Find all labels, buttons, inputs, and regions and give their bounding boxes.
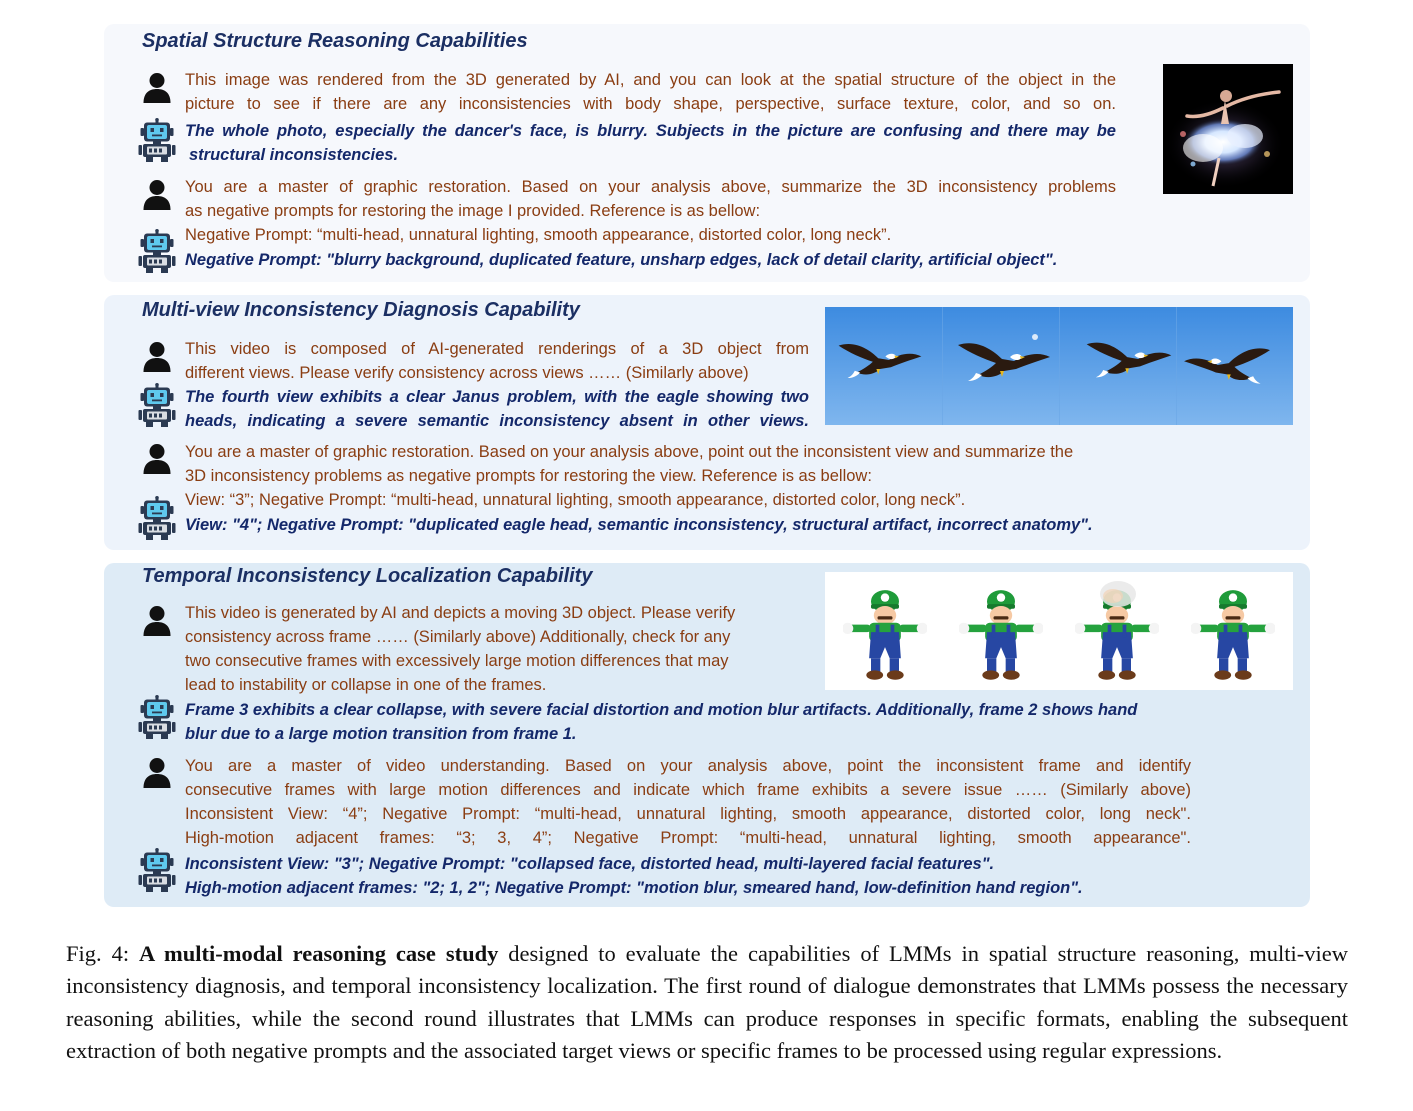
robot-icon [138, 229, 176, 273]
robot-icon [138, 848, 176, 892]
bot-message-line: blur due to a large motion transition from frame 1. [185, 725, 577, 743]
bot-message-line: Negative Prompt: "blurry background, duplicated feature, unsharp edges, lack of detail clarity, artificial object". [185, 251, 1058, 269]
user-message-line: You are a master of graphic restoration. Based on your analysis above, point out the inconsistent view and summarize the [185, 443, 1074, 461]
user-message-line: lead to instability or collapse in one of the frames. [185, 676, 547, 694]
bot-message-line: structural inconsistencies. [189, 146, 399, 164]
bot-message-line: Frame 3 exhibits a clear collapse, with severe facial distortion and motion blur artifacts. Additionally, frame 2 shows hand [185, 701, 1138, 719]
bot-message-line: High-motion adjacent frames: "2; 1, 2"; Negative Prompt: "motion blur, smeared hand, low-definition hand region". [185, 879, 1083, 897]
user-message-line: different views. Please verify consistency across views …… (Similarly above) [185, 364, 749, 382]
luigi-frames-image [825, 572, 1293, 690]
user-message-line: View: “3”; Negative Prompt: “multi-head, unnatural lighting, smooth appearance, distorted color, long neck”. [185, 491, 966, 509]
panel-title: Multi-view Inconsistency Diagnosis Capability [142, 299, 580, 321]
user-message-line: This video is composed of AI-generated renderings of a 3D object from [185, 340, 809, 358]
user-message-line: consecutive frames with large motion differences and indicate which frame exhibits a severe issue …… (Similarly above) [185, 781, 1191, 799]
user-message-line: consistency across frame …… (Similarly above) Additionally, check for any [185, 628, 731, 646]
caption-text: designed to evaluate the capabilities of LMMs in spatial structure reasoning, multi-view inconsistency diagnosis, and temporal inconsistency localization. The first round of dialogue demonstrates that LMMs possess the necessary reasoning abilities, while the second round illustrates that LMMs can produce responses in specific formats, enabling the subsequent extraction of both negative prompts and the associated target views or specific frames to be processed using regular expressions. [66, 941, 1348, 1063]
panel-multi-view [104, 295, 1310, 550]
user-message-line: This video is generated by AI and depicts a moving 3D object. Please verify [185, 604, 736, 622]
panel-title: Temporal Inconsistency Localization Capability [142, 565, 593, 587]
user-message-line: picture to see if there are any inconsistencies with body shape, perspective, surface texture, color, and so on. [185, 95, 1116, 113]
user-message-line: Negative Prompt: “multi-head, unnatural lighting, smooth appearance, distorted color, long neck”. [185, 226, 892, 244]
robot-icon [138, 496, 176, 540]
user-message-line: as negative prompts for restoring the image I provided. Reference is as bellow: [185, 202, 761, 220]
bot-message-line: View: "4"; Negative Prompt: "duplicated eagle head, semantic inconsistency, structural artifact, incorrect anatomy". [185, 516, 1093, 534]
panel-temporal [104, 563, 1310, 907]
user-message-line: You are a master of graphic restoration. Based on your analysis above, summarize the 3D inconsistency problems [185, 178, 1116, 196]
robot-icon [138, 118, 176, 162]
caption-label: Fig. 4: [66, 941, 140, 966]
caption-bold: A multi-modal reasoning case study [139, 941, 499, 966]
user-message-line: You are a master of video understanding. Based on your analysis above, point the inconsistent frame and identify [185, 757, 1191, 775]
person-icon [142, 179, 172, 211]
robot-icon [138, 695, 176, 739]
person-icon [142, 443, 172, 475]
user-message-line: High-motion adjacent frames: “3; 3, 4”; Negative Prompt: “multi-head, unnatural lighting, smooth appearance". [185, 829, 1191, 847]
person-icon [142, 72, 172, 104]
bot-message-line: Inconsistent View: "3"; Negative Prompt: "collapsed face, distorted head, multi-layered facial features". [185, 855, 995, 873]
bot-message-line: The whole photo, especially the dancer's face, is blurry. Subjects in the picture are confusing and there may be [185, 122, 1116, 140]
robot-icon [138, 383, 176, 427]
bot-message-line: The fourth view exhibits a clear Janus problem, with the eagle showing two [185, 388, 809, 406]
person-icon [142, 605, 172, 637]
user-message-line: two consecutive frames with excessively large motion differences that may [185, 652, 729, 670]
figure-caption [66, 938, 1348, 1067]
bot-message-line: heads, indicating a severe semantic inconsistency absent in other views. [185, 412, 809, 430]
person-icon [142, 757, 172, 789]
user-message-line: This image was rendered from the 3D generated by AI, and you can look at the spatial structure of the object in the [185, 71, 1116, 89]
eagle-views-image [825, 307, 1293, 425]
user-message-line: 3D inconsistency problems as negative prompts for restoring the view. Reference is as bellow: [185, 467, 872, 485]
dancer-render-image [1163, 64, 1293, 194]
panel-spatial-structure [104, 24, 1310, 282]
panel-title: Spatial Structure Reasoning Capabilities [142, 30, 528, 52]
user-message-line: Inconsistent View: “4”; Negative Prompt: “multi-head, unnatural lighting, smooth appearance, distorted color, long neck". [185, 805, 1191, 823]
person-icon [142, 341, 172, 373]
